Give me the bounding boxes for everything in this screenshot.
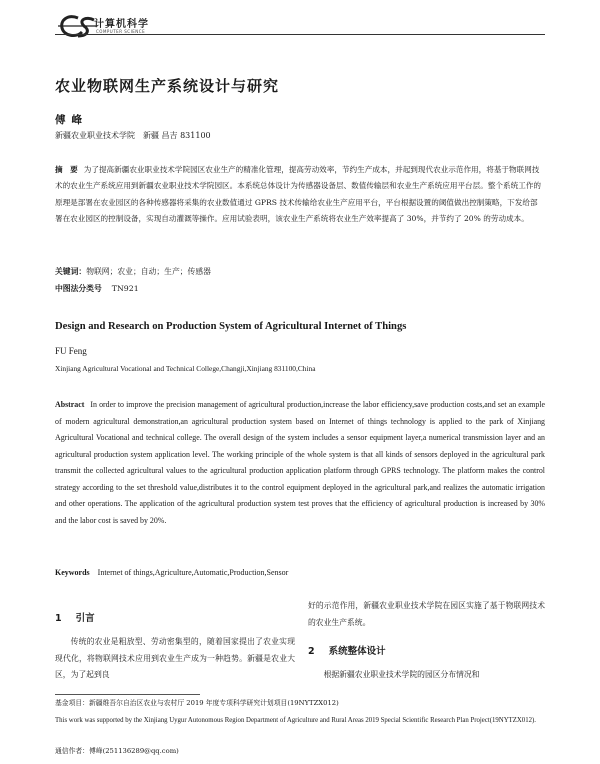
- section-2-title: 系统整体设计: [328, 646, 386, 657]
- footnote-rule: [55, 694, 200, 695]
- journal-logo: [58, 12, 198, 42]
- title-cn: 农业物联网生产系统设计与研究: [55, 77, 280, 95]
- footnote-fund-en: This work was supported by the Xinjiang Uygur Autonomous Region Department of Agriculture and Rural Areas 2019 Special Scientific Research Plan Project(19NYTZX012).: [55, 717, 536, 724]
- affiliation-en: Xinjiang Agricultural Vocational and Technical College,Changji,Xinjiang 831100,China: [55, 364, 316, 373]
- keywords-en: [55, 568, 288, 577]
- header-rule: [55, 34, 545, 35]
- clc-number: [55, 283, 139, 294]
- keywords-cn: [55, 266, 211, 277]
- section-1-continuation: 好的示范作用，新疆农业职业技术学院在园区实施了基于物联网技术的农业生产系统。: [308, 601, 545, 627]
- abstract-en-label: Abstract: [55, 400, 85, 409]
- keywords-cn-text: 物联网；农业；自动；生产；传感器: [86, 267, 211, 276]
- section-2-heading: [308, 643, 545, 657]
- section-2-paragraph: 根据新疆农业职业技术学院的园区分布情况和: [323, 670, 480, 679]
- section-1-paragraph: 传统的农业是粗放型、劳动密集型的，随着国家提出了农业实现现代化，将物联网技术应用到农业生产成为一种趋势。新疆是农业大区，为了起到良: [55, 637, 295, 679]
- journal-logo-icon: [58, 12, 98, 42]
- abstract-en: [55, 397, 545, 529]
- abstract-en-text: In order to improve the precision management of agricultural production,increase the labor efficiency,save production costs,and set an example of modern agricultural demonstration,an agricultural production system based on Internet of things technology is applied to the park of Xinjiang Agricultural Vocational and technical college. The overall design of the system includes a sensor equipment layer,a numerical transmission layer and an agricultural production system application level. The working principle of the whole system is that all kinds of sensors deployed in the agricultural park transmit the collected agricultural values to the agricultural production application platform through GPRS technology. The platform makes the control strategy according to the set threshold value,distributes it to the control equipment deployed in the agricultural park,and realizes the automatic irrigation and other operations. The application of the agricultural production system test proves that the efficiency of agricultural production is increased by 30% and the labor cost is saved by 20%.: [55, 400, 545, 525]
- keywords-cn-label: 关键词：: [55, 267, 87, 276]
- title-en: Design and Research on Production System of Agricultural Internet of Things: [55, 321, 407, 332]
- author-cn: 傅峰: [55, 114, 88, 126]
- author-en: FU Feng: [55, 346, 87, 356]
- section-1-heading: [55, 610, 295, 624]
- abstract-cn-text: 为了提高新疆农业职业技术学院园区农业生产的精准化管理，提高劳动效率，节约生产成本，并起到现代农业示范作用，将基于物联网技术的农业生产系统应用到新疆农业职业技术学院园区。本系统总体设计为传感器设备层、数值传输层和农业生产系统应用平台层。整个系统工作的原理是部署在农业园区的各种传感器将采集的农业数值通过 GPRS 技术传输给农业生产应用平台，平台根据设置的阈值做出控制策略，下发给部署在农业园区的控制设备，实现自动灌溉等操作。应用试验表明，该农业生产系统将农业生产效率提高了 30%，并节约了 20% 的劳动成本。: [55, 165, 541, 224]
- left-column: [55, 598, 295, 684]
- clc-value: TN921: [111, 284, 139, 293]
- section-1-number: 1: [55, 613, 62, 624]
- section-2-number: 2: [308, 646, 315, 657]
- section-1-title: 引言: [75, 613, 95, 624]
- footnote-fund-cn: 基金项目：新疆维吾尔自治区农业与农村厅 2019 年度专项科学研究计划项目(19NYTZX012): [55, 699, 339, 707]
- right-column: [308, 598, 545, 684]
- affiliation-cn: 新疆农业职业技术学院 新疆 昌吉 831100: [55, 131, 211, 140]
- journal-name: 计算机科学: [94, 19, 149, 30]
- abstract-cn: [55, 162, 545, 228]
- keywords-en-label: Keywords: [55, 568, 90, 577]
- journal-subtitle: COMPUTER SCIENCE: [96, 29, 146, 34]
- footnote-author-info: 通信作者：傅峰(251136289@qq.com): [55, 747, 179, 755]
- abstract-cn-label: 摘 要: [55, 165, 78, 174]
- keywords-en-text: Internet of things,Agriculture,Automatic,Production,Sensor: [97, 568, 289, 577]
- clc-label: 中图法分类号: [55, 284, 102, 293]
